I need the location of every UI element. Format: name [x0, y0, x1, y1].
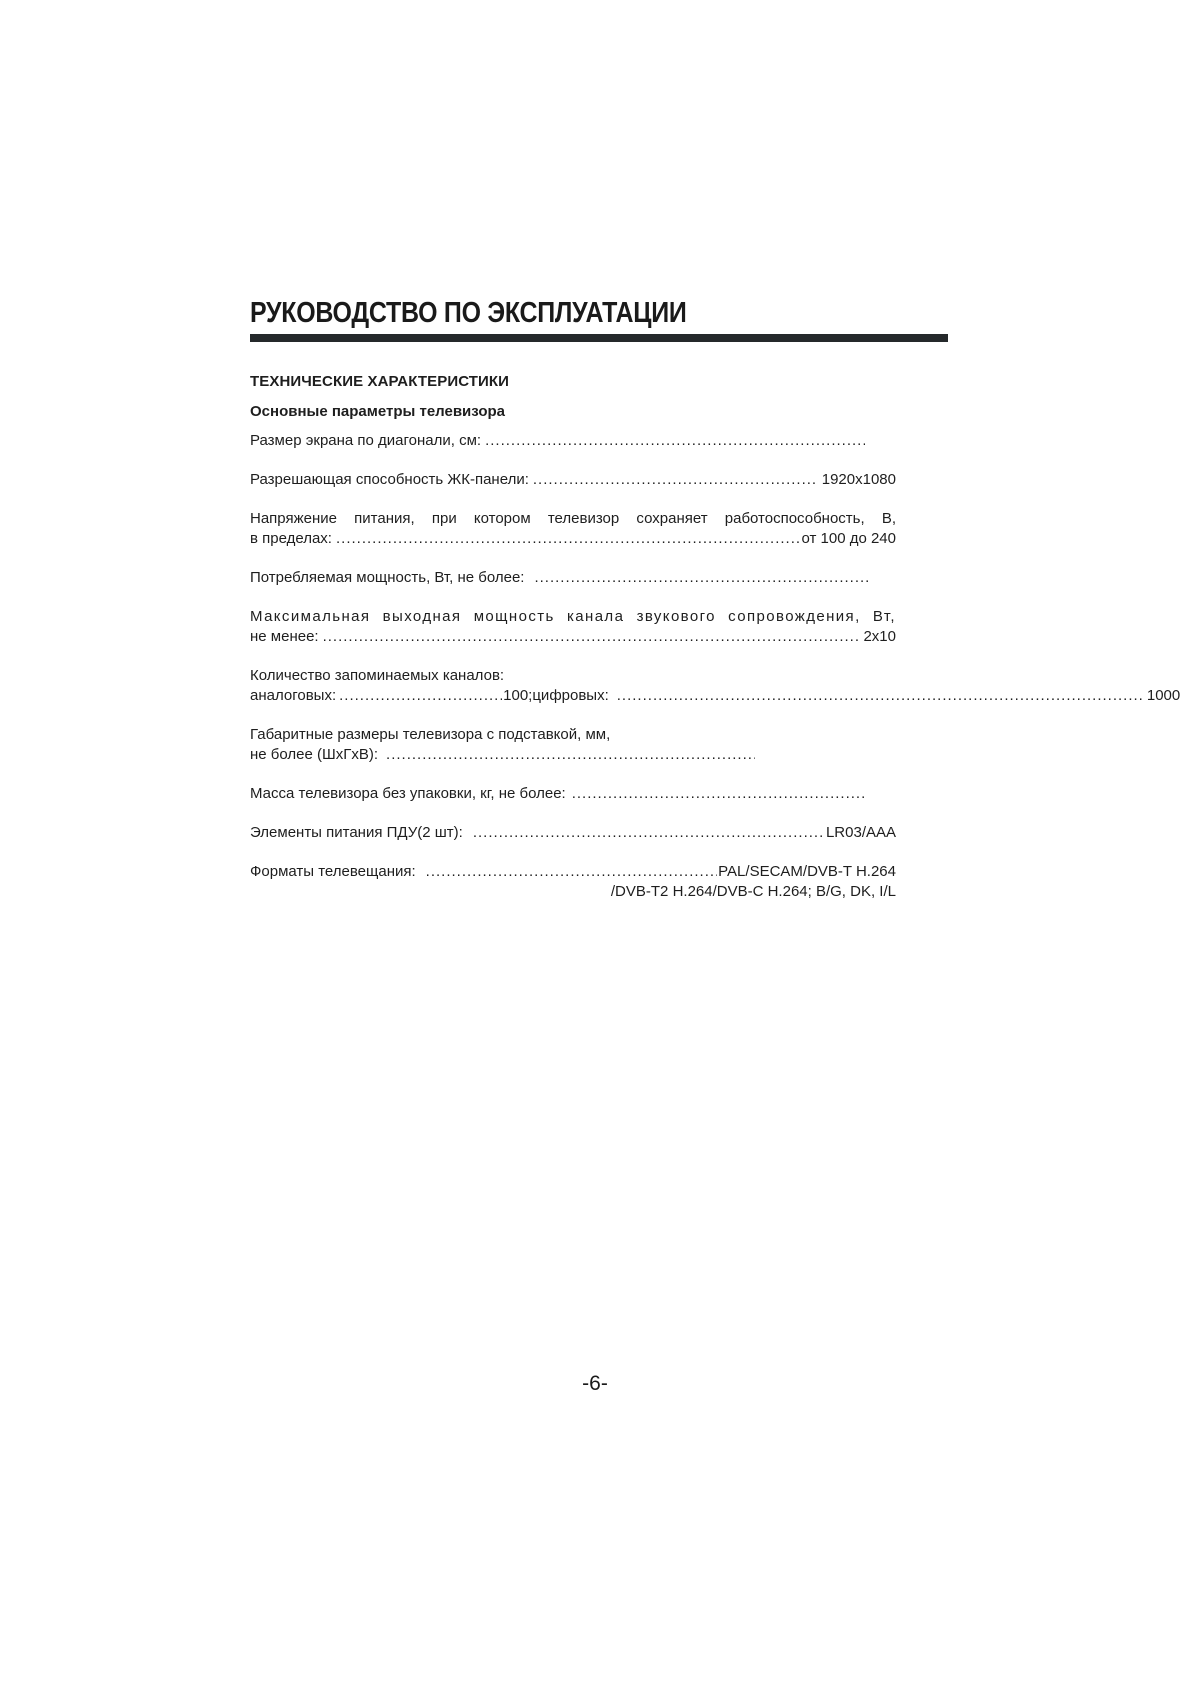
spec-row [250, 627, 896, 647]
subsection-title: Основные параметры телевизора [250, 403, 506, 420]
specifications-content [250, 372, 1181, 902]
spec-label: Разрешающая способность ЖК-панели: [250, 471, 529, 488]
spec-value: PAL/SECAM/DVB-T H.264 [718, 863, 896, 880]
spec-value-continued: /DVB-T2 H.264/DVB-C H.264; B/G, DK, I/L [610, 883, 896, 900]
spec-label: в пределах: [250, 530, 332, 547]
spec-row [250, 431, 869, 451]
leader-dots [534, 568, 870, 588]
page-title: РУКОВОДСТВО ПО ЭКСПЛУАТАЦИИ [250, 297, 687, 329]
spec-line: Максимальная выходная мощность канала звукового сопровождения, Вт, [250, 608, 896, 625]
leader-dots [485, 431, 865, 451]
page-number: -6- [582, 1372, 608, 1395]
spec-voltage [250, 509, 896, 549]
spec-value: 100; [503, 687, 533, 704]
spec-channels [250, 666, 1181, 706]
leader-dots [426, 862, 718, 882]
spec-batteries [250, 823, 896, 843]
spec-row [250, 862, 896, 882]
spec-line: Габаритные размеры телевизора с подставкой, мм, [250, 726, 611, 743]
spec-broadcast-formats [250, 862, 896, 902]
leader-dots [323, 627, 860, 647]
spec-value: 1920x1080 [821, 471, 896, 488]
leader-dots [336, 529, 800, 549]
spec-resolution [250, 470, 896, 490]
leader-dots [533, 470, 818, 490]
spec-value: 2x10 [863, 628, 896, 645]
spec-value: LR03/AAA [825, 824, 896, 841]
spec-label: цифровых: [532, 687, 609, 704]
spec-label: Масса телевизора без упаковки, кг, не более: [250, 785, 566, 802]
spec-label: не менее: [250, 628, 319, 645]
page-header [250, 296, 948, 342]
title-rule [250, 334, 948, 342]
spec-row [250, 745, 759, 765]
spec-label: Элементы питания ПДУ(2 шт): [250, 824, 463, 841]
spec-label: Потребляемая мощность, Вт, не более: [250, 569, 525, 586]
leader-dots [617, 686, 1144, 706]
spec-line: Напряжение питания, при котором телевизор сохраняет работоспособность, В, [250, 510, 896, 527]
analog-channels [250, 686, 532, 706]
leader-dots [386, 745, 755, 765]
spec-label: аналоговых: [250, 687, 337, 704]
spec-value: 1000 [1146, 687, 1181, 704]
spec-weight [250, 784, 896, 804]
spec-row [250, 823, 896, 843]
leader-dots [572, 784, 865, 804]
spec-value: от 100 до 240 [801, 530, 896, 547]
spec-audio-power [250, 607, 896, 647]
spec-row [250, 529, 896, 549]
spec-power [250, 568, 896, 588]
spec-row [250, 784, 869, 804]
spec-dimensions [250, 725, 896, 765]
spec-row [250, 470, 896, 490]
section-title: ТЕХНИЧЕСКИЕ ХАРАКТЕРИСТИКИ [250, 373, 510, 390]
spec-row [250, 568, 874, 588]
digital-channels [532, 686, 1180, 706]
spec-label: не более (ШхГхВ): [250, 746, 379, 763]
spec-line: Количество запоминаемых каналов: [250, 667, 505, 684]
spec-row [250, 686, 1181, 706]
spec-label: Размер экрана по диагонали, см: [250, 432, 482, 449]
spec-label: Форматы телевещания: [250, 863, 416, 880]
leader-dots [473, 823, 825, 843]
leader-dots [339, 686, 502, 706]
spec-screen-size [250, 431, 896, 451]
